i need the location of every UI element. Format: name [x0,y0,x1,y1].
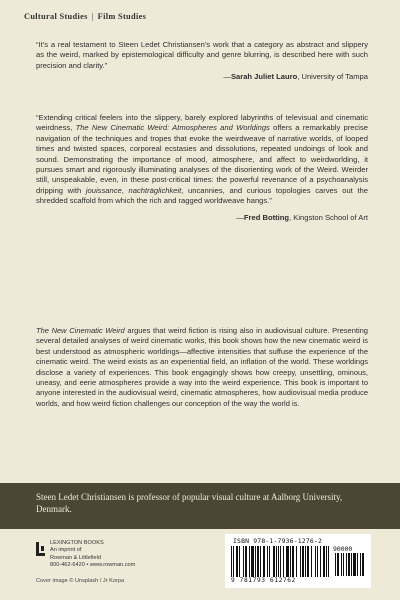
quote-2-author: Fred Botting [243,212,290,222]
book-summary [36,326,368,409]
publisher-parent: Rowman & Littlefield [50,554,101,561]
endorsement-quote-2 [36,113,368,223]
quote-1-attribution [36,72,368,82]
publisher-contact: 800-462-6420 • www.rowman.com [50,562,136,569]
quote-2-nachtraglichkeit: nachträglichkeit [128,185,182,195]
quote-1-affiliation: , University of Tampa [297,72,368,82]
category-heading [24,12,146,21]
ean-barcode [231,546,329,577]
quote-2-part2: offers a remarkably precise navigation of the techniques and tropes that evoke the weirdweave of narrative worlds, of looped times and twisted spaces, corporeal ecstasies and dissolutions, repeated undoings of look and sound. Demonstrating the importance of mood, atmosphere, and affect to weirdworlding, it pursues smart and rigorously illuminating analyses of the disorienting work of the Weird. Weirder still, unspeakable, even, in these post-critical times: the powerful revenance of a psychoanalysis dripping with [36,123,368,195]
author-bio-band [0,483,400,529]
quote-2-comma: , [121,185,129,195]
isbn-label: ISBN 978-1-7936-1276-2 [233,537,323,545]
quote-2-text [36,113,368,207]
quote-2-dash: — [236,212,244,222]
quote-2-attribution [36,213,368,223]
publisher-name: LEXINGTON BOOKS [50,540,104,546]
category-film-studies: Film Studies [97,12,147,21]
quote-1-dash: — [223,72,231,82]
summary-text: argues that weird fiction is rising also in audiovisual culture. Presenting several detailed analyses of weird cinematic works, this book shows how the new cinematic weird is best understood as atmospheric worldings—affective intensities that suffuse the experience of the cinematic weird. The weird exists as an experiential field, an inflation of the world. These worldings disclose a variety of experiences. This book engagingly shows how creepy, unsettling, ominous, uneasy, and eerie atmospheres provide a way into the weird experience. This book is important to anyone interested in the audiovisual weird, cinematic atmospheres, how audiovisual media produce worlds, and how weird fiction challenges our conception of the way the world is. [36,326,368,408]
publisher-logo-icon [36,542,46,556]
author-bio: Steen Ledet Christiansen is professor of popular visual culture at Aalborg University, Denmark. [36,492,343,514]
price-addon-barcode [335,553,365,576]
quote-2-book-title: The New Cinematic Weird: Atmospheres and Worldings [75,123,270,133]
barcode-box [225,534,371,588]
category-separator: | [91,12,94,21]
quote-1-author: Sarah Juliet Lauro [230,72,298,82]
publisher-imprint-line: An imprint of [50,547,82,554]
quote-1-text: “It’s a real testament to Steen Ledet Christiansen’s work that a category as abstract and slippery as the weird, marked by epistemological difficulty and genre blurring, is described here with such precision and clarity.” [36,40,368,70]
cover-credit: Cover image © Unsplash / Jr Korpa [36,578,125,584]
quote-2-part1: “Extending critical feelers into the slippery, barely explored labyrinths of televisual and cinematic weirdness, [36,113,368,133]
quote-2-part3: , uncannies, and curious topologies carves out the shredded scaffold from which the rich and ragged worldweave hangs.” [36,185,368,206]
endorsement-quote-1 [36,40,368,83]
barcode-number: 9 781793 612762 [231,577,296,584]
category-cultural-studies: Cultural Studies [24,12,88,21]
quote-2-jouissance: jouissance [85,185,122,195]
publisher-block [36,540,186,570]
summary-book-title: The New Cinematic Weird [36,326,125,335]
price-code-label: 90000 [333,545,353,553]
quote-2-affiliation: , Kingston School of Art [289,212,368,222]
